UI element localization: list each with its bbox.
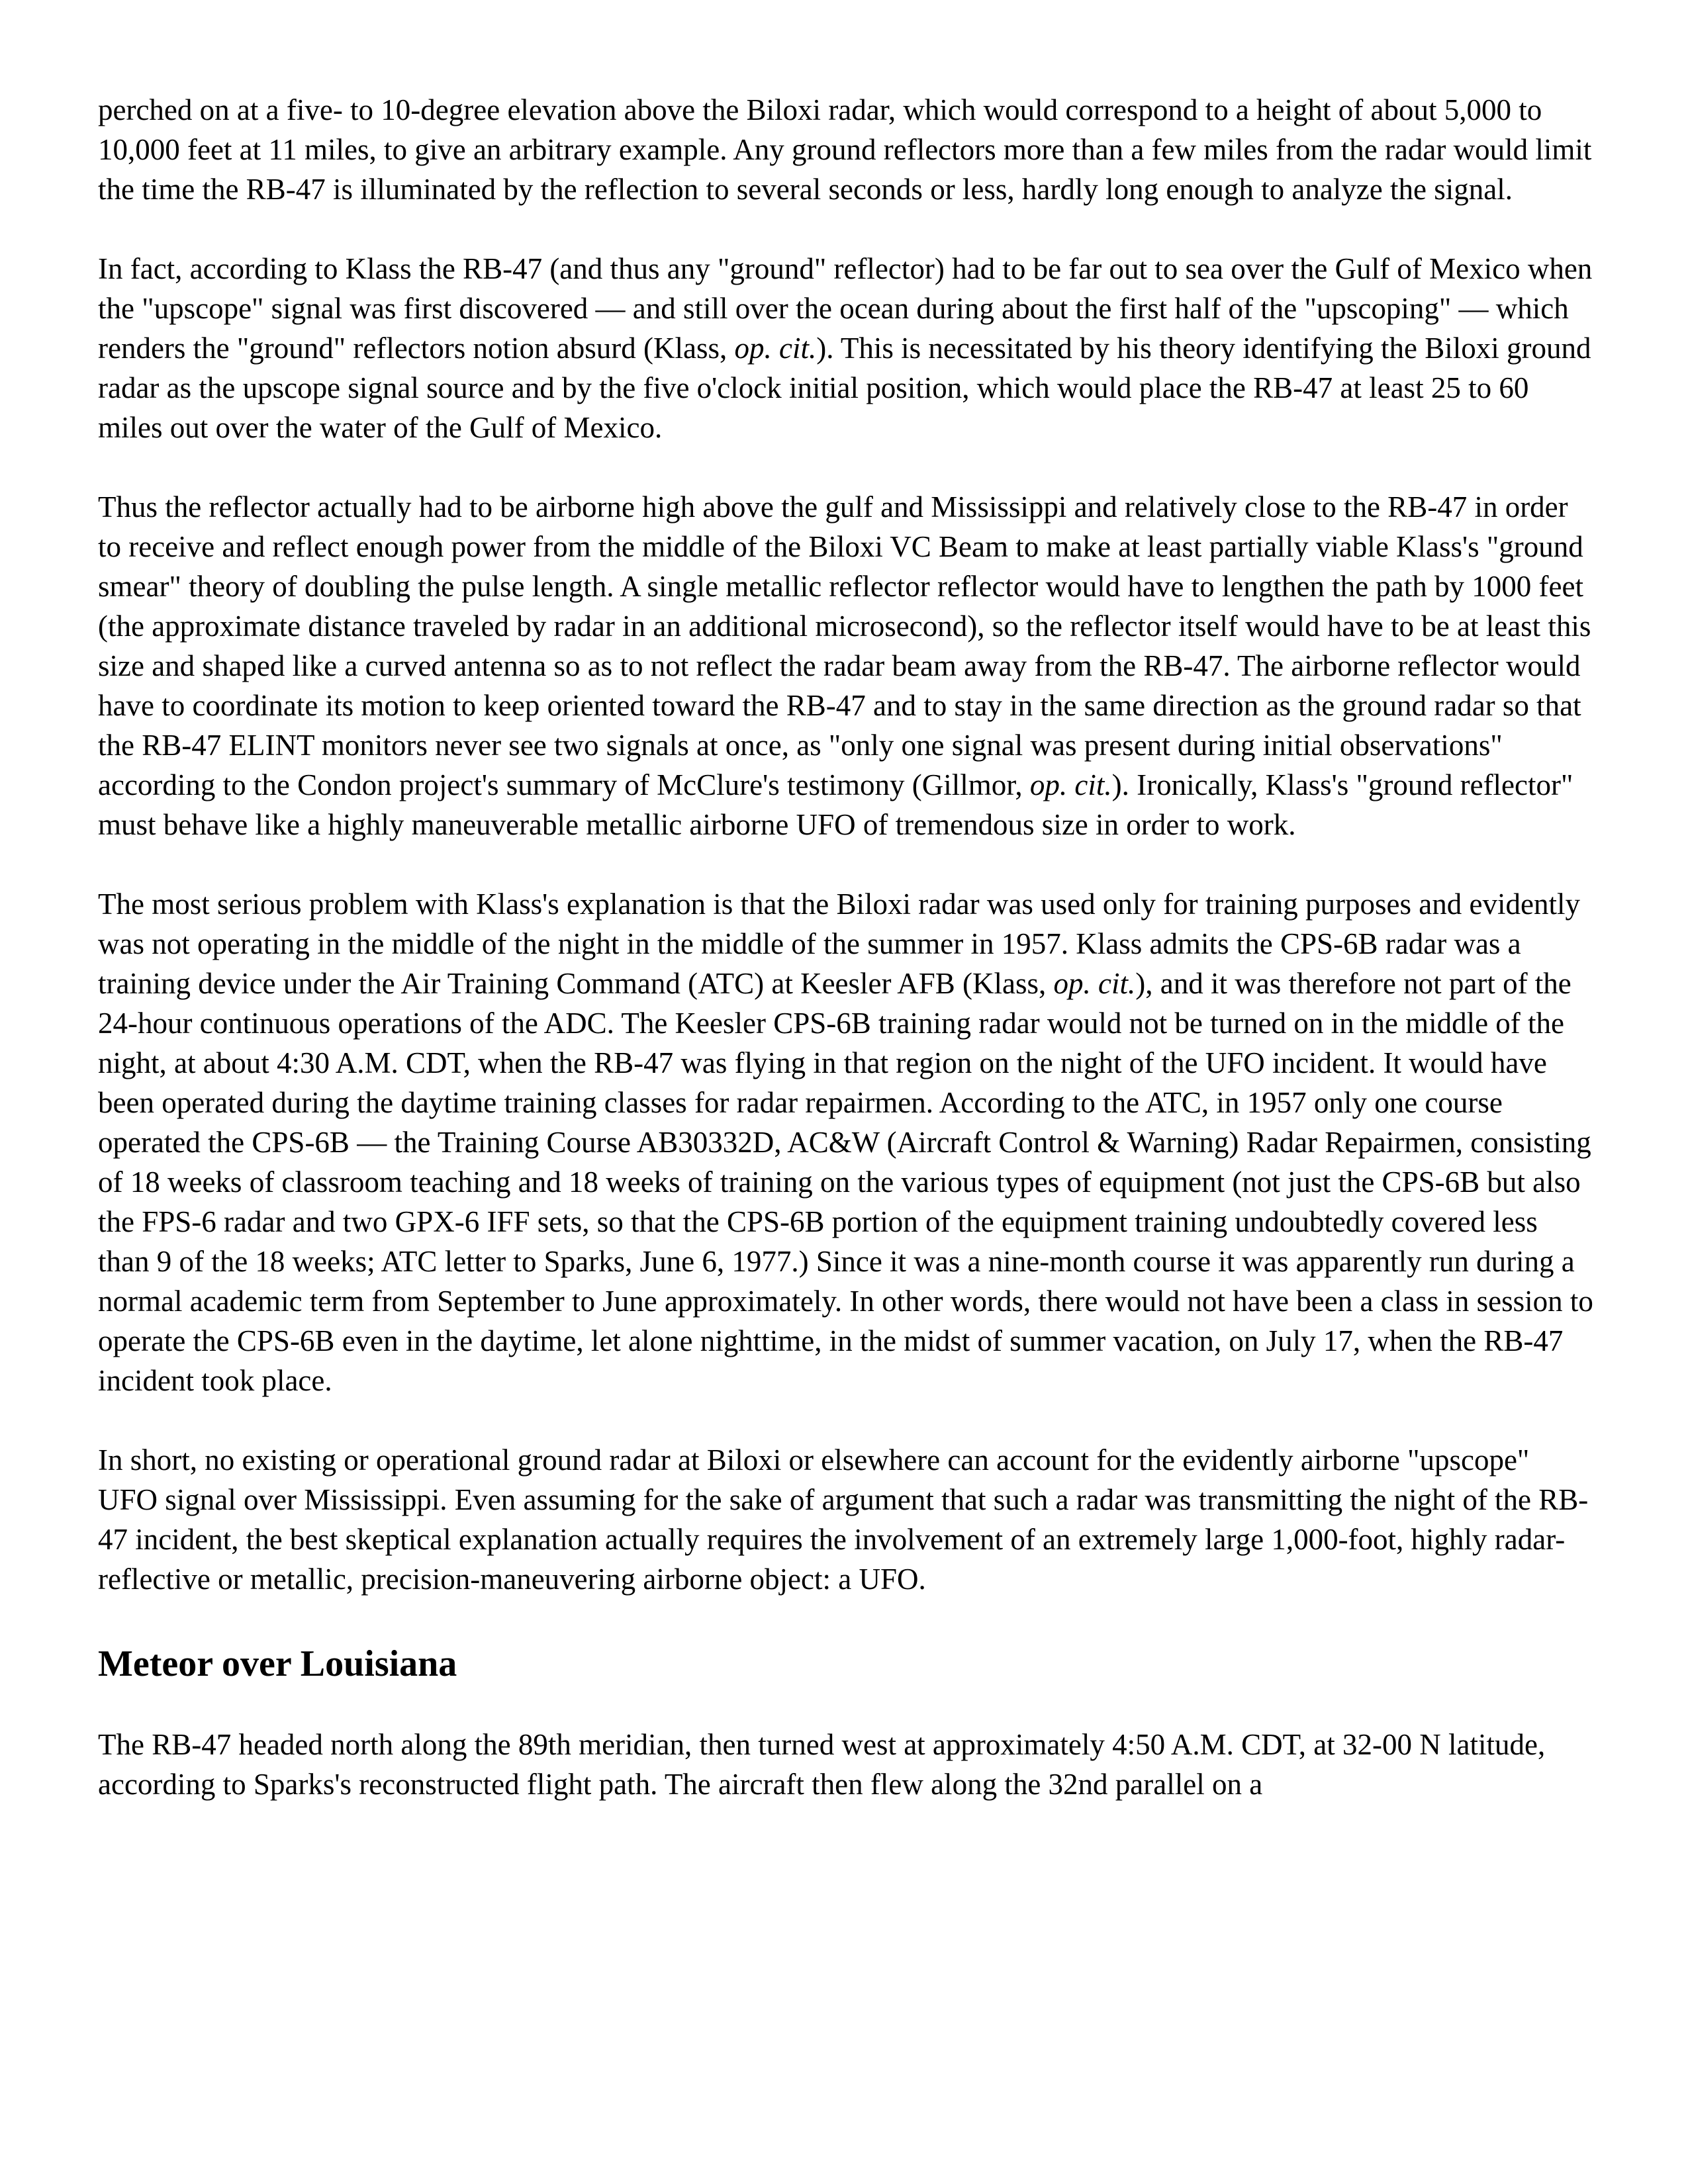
document-page	[98, 90, 1594, 1844]
paragraph-conclusion: In short, no existing or operational ground radar at Biloxi or elsewhere can account for the evidently airborne "upscope" UFO signal over Mississippi. Even assuming for the sake of argument that such a radar was transmitting the night of the RB-47 incident, the best skeptical explanation actually requires the involvement of an extremely large 1,000-foot, highly radar-reflective or metallic, precision-maneuvering airborne object: a UFO.	[98, 1443, 1589, 1596]
paragraph-text: The most serious problem with Klass's explanation is that the Biloxi radar was used only for training purposes and evidently was not operating in the middle of the night in the middle of the summer in 1957. Klass admits the CPS-6B radar was a training device under the Air Training Command (ATC) at Keesler AFB (Klass,	[98, 887, 1580, 1000]
paragraph-training-radar	[98, 884, 1594, 1400]
paragraph-biloxi-elevation: perched on at a five- to 10-degree elevation above the Biloxi radar, which would correspond to a height of about 5,000 to 10,000 feet at 11 miles, to give an arbitrary example. Any ground reflectors more than a few miles from the radar would limit the time the RB-47 is illuminated by the reflection to several seconds or less, hardly long enough to analyze the signal.	[98, 93, 1592, 206]
paragraph-text: Thus the reflector actually had to be airborne high above the gulf and Mississippi and relatively close to the RB-47 in order to receive and reflect enough power from the middle of the Biloxi VC Beam to make at least partially viable Klass's "ground smear" theory of doubling the pulse length. A single metallic reflector reflector would have to lengthen the path by 1000 feet (the approximate distance traveled by radar in an additional microsecond), so the reflector itself would have to be at least this size and shaped like a curved antenna so as to not reflect the radar beam away from the RB-47. The airborne reflector would have to coordinate its motion to keep oriented toward the RB-47 and to stay in the same direction as the ground radar so that the RB-47 ELINT monitors never see two signals at once, as "only one signal was present during initial observations" according to the Condon project's summary of McClure's testimony (Gillmor,	[98, 490, 1591, 801]
paragraph-airborne-reflector	[98, 487, 1594, 844]
citation-op-cit: op. cit.	[1053, 967, 1136, 1000]
paragraph-gulf-position	[98, 249, 1594, 447]
citation-op-cit: op. cit.	[734, 332, 817, 365]
paragraph-text: In fact, according to Klass the RB-47 (and thus any "ground" reflector) had to be far out to sea over the Gulf of Mexico when the "upscope" signal was first discovered — and still over the ocean during about the first half of the "upscoping" — which renders the "ground" reflectors notion absurd (Klass,	[98, 252, 1593, 365]
paragraph-text: ), and it was therefore not part of the 24-hour continuous operations of the ADC. The Keesler CPS-6B training radar would not be turned on in the middle of the night, at about 4:30 A.M. CDT, when the RB-47 was flying in that region on the night of the UFO incident. It would have been operated during the daytime training classes for radar repairmen. According to the ATC, in 1957 only one course operated the CPS-6B — the Training Course AB30332D, AC&W (Aircraft Control & Warning) Radar Repairmen, consisting of 18 weeks of classroom teaching and 18 weeks of training on the various types of equipment (not just the CPS-6B but also the FPS-6 radar and two GPX-6 IFF sets, so that the CPS-6B portion of the equipment training undoubtedly covered less than 9 of the 18 weeks; ATC letter to Sparks, June 6, 1977.) Since it was a nine-month course it was apparently run during a normal academic term from September to June approximately. In other words, there would not have been a class in session to operate the CPS-6B even in the daytime, let alone nighttime, in the midst of summer vacation, on July 17, when the RB-47 incident took place.	[98, 967, 1593, 1397]
citation-op-cit: op. cit.	[1029, 768, 1112, 801]
paragraph-flight-path: The RB-47 headed north along the 89th meridian, then turned west at approximately 4:50 A.M. CDT, at 32-00 N latitude, according to Sparks's reconstructed flight path. The aircraft then flew along the 32nd parallel on a	[98, 1728, 1546, 1801]
section-heading: Meteor over Louisiana	[98, 1643, 457, 1684]
paragraph-text: ). This is necessitated by his theory identifying the Biloxi ground radar as the upscope signal source and by the five o'clock initial position, which would place the RB-47 at least 25 to 60 miles out over the water of the Gulf of Mexico.	[98, 332, 1591, 444]
paragraph-text: ). Ironically, Klass's "ground reflector" must behave like a highly maneuverable metallic airborne UFO of tremendous size in order to work.	[98, 768, 1573, 841]
